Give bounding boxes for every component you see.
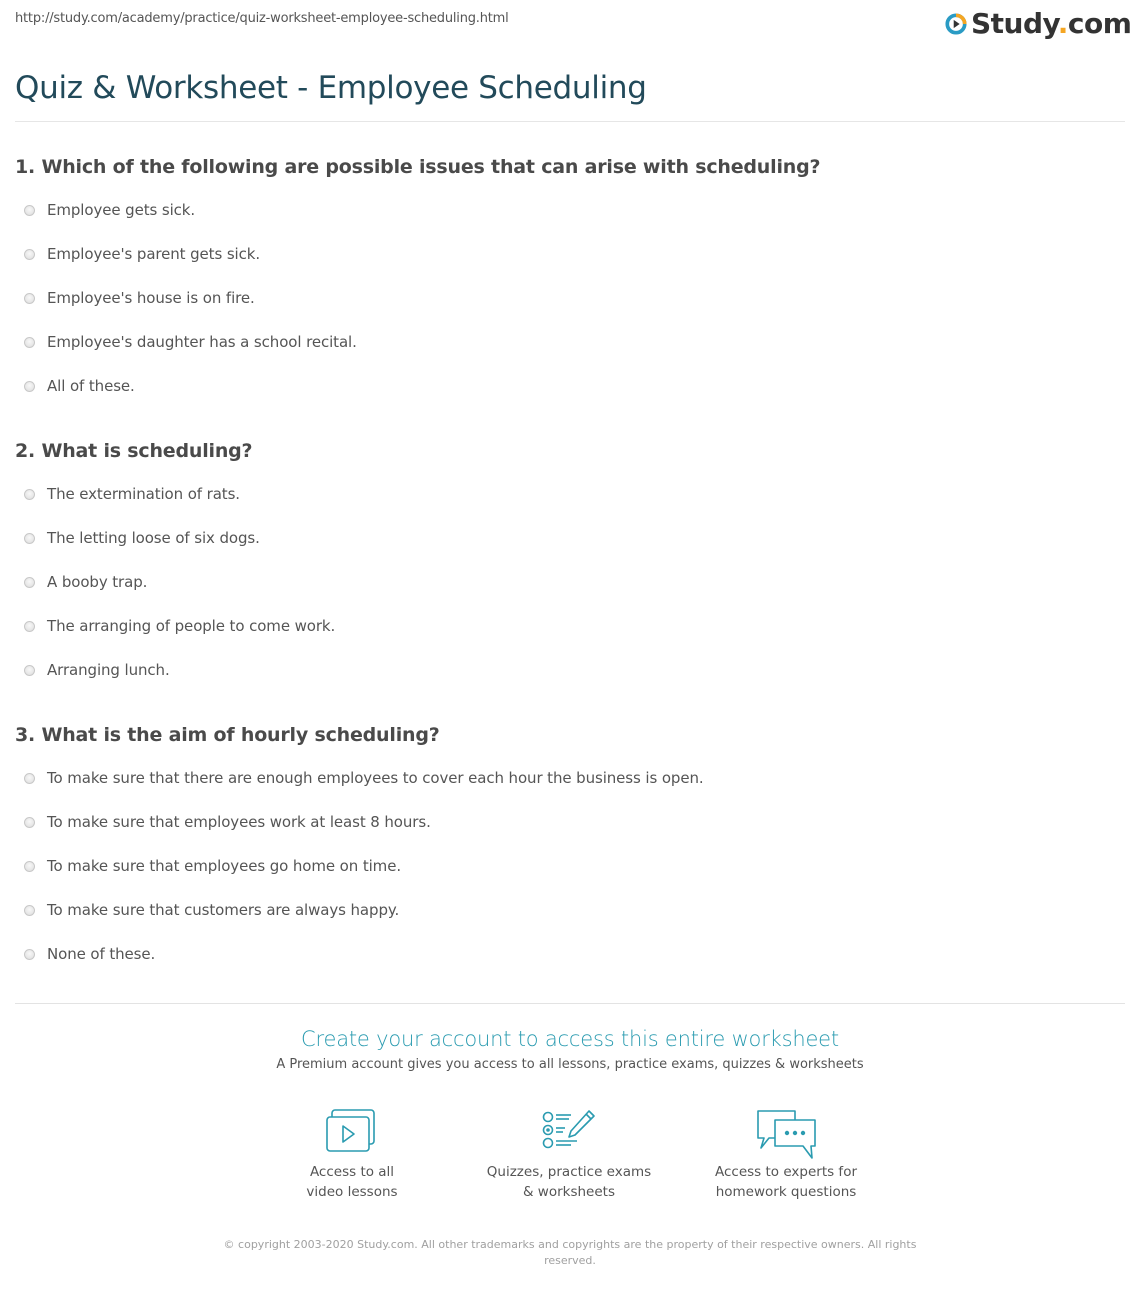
question-title: 1. Which of the following are possible issues that can arise with scheduling? <box>15 156 821 178</box>
quiz-checklist-icon <box>541 1108 597 1154</box>
radio-button[interactable] <box>24 905 35 916</box>
page-url: http://study.com/academy/practice/quiz-worksheet-employee-scheduling.html <box>15 11 509 26</box>
feature-label: Access to all video lessons <box>306 1164 398 1200</box>
question-title: 2. What is scheduling? <box>15 440 253 462</box>
radio-button[interactable] <box>24 249 35 260</box>
radio-button[interactable] <box>24 205 35 216</box>
study-logo[interactable] <box>945 9 1131 39</box>
radio-button[interactable] <box>24 533 35 544</box>
radio-button[interactable] <box>24 665 35 676</box>
answer-option[interactable]: To make sure that employees work at least 8 hours. <box>15 800 1125 844</box>
copyright-notice: © copyright 2003-2020 Study.com. All other trademarks and copyrights are the property of their respective owners. All rights reserved. <box>223 1238 917 1267</box>
answer-option[interactable]: To make sure that there are enough employees to cover each hour the business is open. <box>15 756 1125 800</box>
answer-option[interactable]: All of these. <box>15 364 1125 408</box>
radio-button[interactable] <box>24 489 35 500</box>
radio-button[interactable] <box>24 621 35 632</box>
question-title: 3. What is the aim of hourly scheduling? <box>15 724 440 746</box>
title-divider <box>15 121 1125 122</box>
page-title: Quiz & Worksheet - Employee Scheduling <box>15 70 647 106</box>
feature-quizzes <box>469 1108 669 1202</box>
answer-option[interactable]: The extermination of rats. <box>15 472 1125 516</box>
logo-text: Study.com <box>971 7 1132 40</box>
radio-button[interactable] <box>24 381 35 392</box>
radio-button[interactable] <box>24 773 35 784</box>
answer-option[interactable]: To make sure that customers are always happy. <box>15 888 1125 932</box>
answer-option[interactable]: The arranging of people to come work. <box>15 604 1125 648</box>
radio-button[interactable] <box>24 577 35 588</box>
radio-button[interactable] <box>24 861 35 872</box>
question-1 <box>15 154 1125 408</box>
feature-label: Access to experts for homework questions <box>714 1164 857 1200</box>
answer-option[interactable]: A booby trap. <box>15 560 1125 604</box>
video-lessons-icon <box>326 1108 378 1154</box>
question-3 <box>15 722 1125 976</box>
answer-option[interactable]: Arranging lunch. <box>15 648 1125 692</box>
answer-option[interactable]: None of these. <box>15 932 1125 976</box>
answer-option[interactable]: Employee's daughter has a school recital. <box>15 320 1125 364</box>
play-circle-logo-icon <box>945 13 967 35</box>
answer-option[interactable]: Employee gets sick. <box>15 188 1125 232</box>
answer-option[interactable]: The letting loose of six dogs. <box>15 516 1125 560</box>
feature-video-lessons <box>252 1108 452 1202</box>
radio-button[interactable] <box>24 293 35 304</box>
section-divider <box>15 1003 1125 1004</box>
chat-bubbles-icon <box>755 1108 817 1160</box>
radio-button[interactable] <box>24 817 35 828</box>
feature-experts <box>686 1108 886 1202</box>
cta-heading[interactable]: Create your account to access this entire worksheet <box>301 1027 839 1051</box>
answer-option[interactable]: Employee's parent gets sick. <box>15 232 1125 276</box>
cta-subtitle: A Premium account gives you access to all lessons, practice exams, quizzes & worksheets <box>276 1057 864 1072</box>
answer-option[interactable]: Employee's house is on fire. <box>15 276 1125 320</box>
question-2 <box>15 438 1125 692</box>
answer-option[interactable]: To make sure that employees go home on time. <box>15 844 1125 888</box>
radio-button[interactable] <box>24 337 35 348</box>
feature-label: Quizzes, practice exams & worksheets <box>486 1164 652 1200</box>
radio-button[interactable] <box>24 949 35 960</box>
